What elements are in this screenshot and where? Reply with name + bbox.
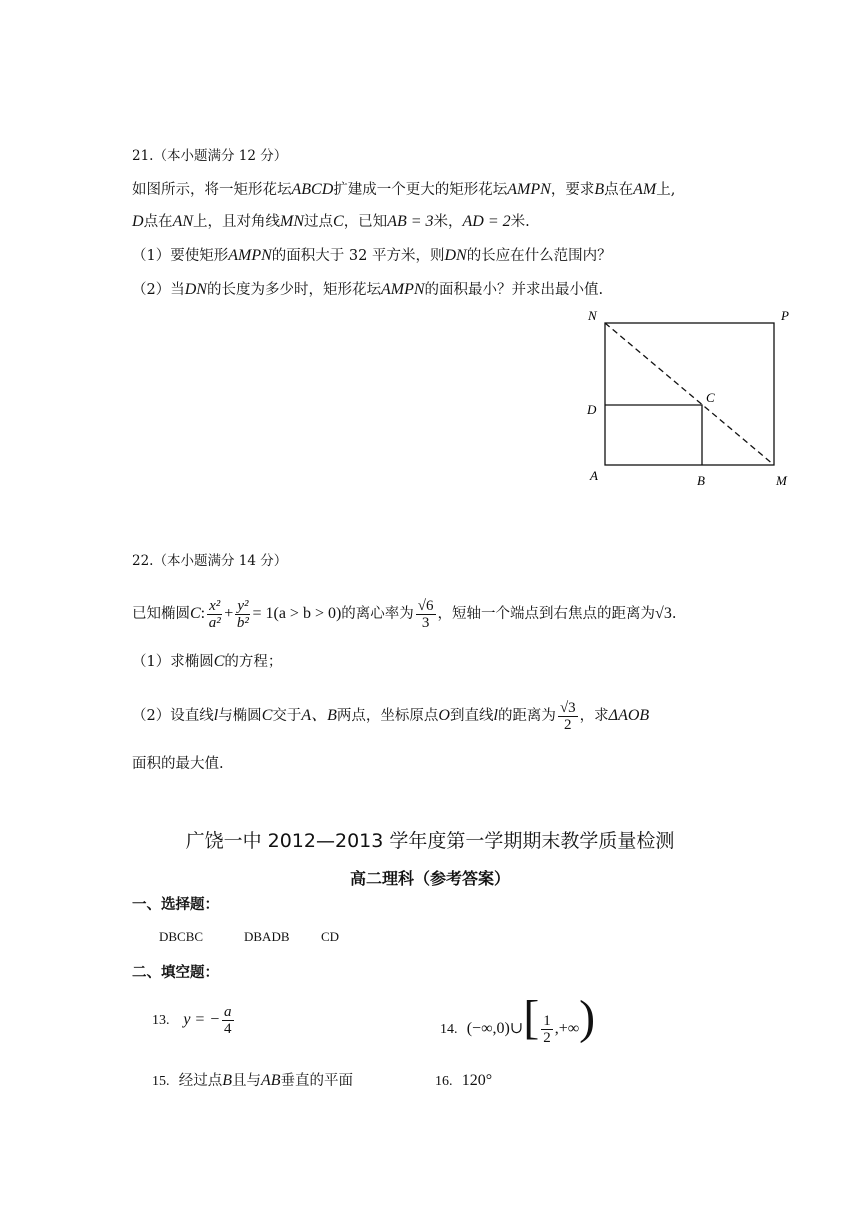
diagonal-mn — [605, 323, 774, 465]
label-b: B — [697, 473, 705, 488]
answer-14: 14. (−∞,0)∪[ $\frac{1}{2}$ ,+∞) — [440, 991, 596, 1046]
q21-part1: （1）要使矩形AMPN的面积大于 32 平方米，则DN的长应在什么范围内？ — [132, 247, 612, 264]
answer-subtitle: 高二理科（参考答案） — [349, 869, 510, 888]
section-choice: 一、选择题： — [132, 897, 219, 913]
choice-group-3: CD — [321, 929, 340, 944]
q22-part2: （2）设直线l与椭圆C交于A、B两点，坐标原点O到直线l的距离为 $\frac{√3}{2}$ ，求ΔAOB — [132, 699, 650, 733]
q21-line2: D点在AN上，且对角线MN过点C，已知AB = 3米，AD = 2米. — [132, 213, 530, 230]
q21-figure — [580, 304, 800, 494]
q22-part2-cont: 面积的最大值. — [132, 756, 224, 772]
label-a: A — [590, 468, 598, 483]
label-n: N — [588, 308, 597, 323]
answer-title: 广饶一中 2012—2013 学年度第一学期期末教学质量检测 — [185, 830, 675, 852]
answer-16: 16. 120° — [435, 1072, 493, 1089]
answer-13: 13. y = − $\frac{a}{4}$ — [152, 1003, 232, 1037]
label-p: P — [781, 308, 789, 323]
q22-line1: 已知椭圆C: $\frac{\text{x²}}{\text{a²}}$ + $\frac{\text{y²}}{\text{b²}}$ = 1(a > b > 0)的离心率为 $\frac{√6}{3}$ ，短轴一个端点到右焦点的距离为√3. — [132, 597, 677, 631]
q22-header: 22.（本小题满分 14 分） — [132, 553, 288, 569]
q22-part1: （1）求椭圆C的方程； — [132, 653, 283, 670]
rect-abcd — [605, 405, 702, 465]
choice-group-1: DBCBC — [159, 929, 204, 944]
answer-15: 15. 经过点B且与AB垂直的平面 — [152, 1072, 354, 1089]
section-fill: 二、填空题： — [132, 965, 219, 981]
q21-header: 21.（本小题满分 12 分） — [132, 148, 288, 164]
label-c: C — [706, 390, 715, 405]
label-m: M — [776, 473, 787, 488]
q21-part2: （2）当DN的长度为多少时，矩形花坛AMPN的面积最小？并求出最小值. — [132, 281, 604, 298]
q21-line1: 如图所示，将一矩形花坛ABCD扩建成一个更大的矩形花坛AMPN，要求B点在AM上, — [132, 181, 676, 198]
label-d: D — [587, 402, 597, 417]
choice-group-2: DBADB — [244, 929, 290, 944]
